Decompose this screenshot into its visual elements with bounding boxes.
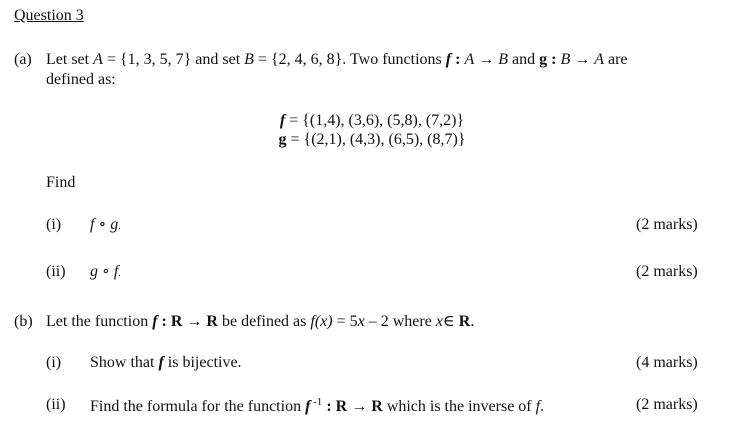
item-a-ii-number: (ii) (46, 263, 66, 280)
item-a-ii-expression: g ∘ f. (90, 263, 121, 280)
part-a-line-2: defined as: (46, 71, 116, 88)
item-b-i-marks: (4 marks) (636, 354, 698, 371)
item-a-i-marks: (2 marks) (636, 216, 698, 233)
part-a-line-1: Let set A = {1, 3, 5, 7} and set B = {2, 4, 6, 8}. Two functions f : A → B and g : B → A are (46, 51, 628, 68)
part-b-statement: Let the function f : R → R be defined as f(x) = 5x – 2 where x∈ R. (46, 313, 475, 330)
g-definition: g = {(2,1), (4,3), (6,5), (8,7)} (278, 131, 466, 148)
item-b-i-number: (i) (46, 354, 62, 371)
part-a-label: (a) (14, 51, 32, 68)
f-definition: f = {(1,4), (3,6), (5,8), (7,2)} (279, 112, 465, 129)
item-b-ii-marks: (2 marks) (636, 396, 698, 413)
item-a-i-expression: f ∘ g. (90, 216, 121, 233)
part-b-label: (b) (14, 313, 33, 330)
find-label: Find (46, 174, 76, 191)
item-b-ii-text: Find the formula for the function f $^{-1}$ : R → R which is the inverse of f. (90, 396, 545, 415)
item-a-i-number: (i) (46, 216, 62, 233)
question-title: Question 3 (14, 7, 84, 24)
item-a-ii-marks: (2 marks) (636, 263, 698, 280)
item-b-ii-number: (ii) (46, 396, 66, 413)
item-b-i-text: Show that f is bijective. (90, 354, 242, 371)
